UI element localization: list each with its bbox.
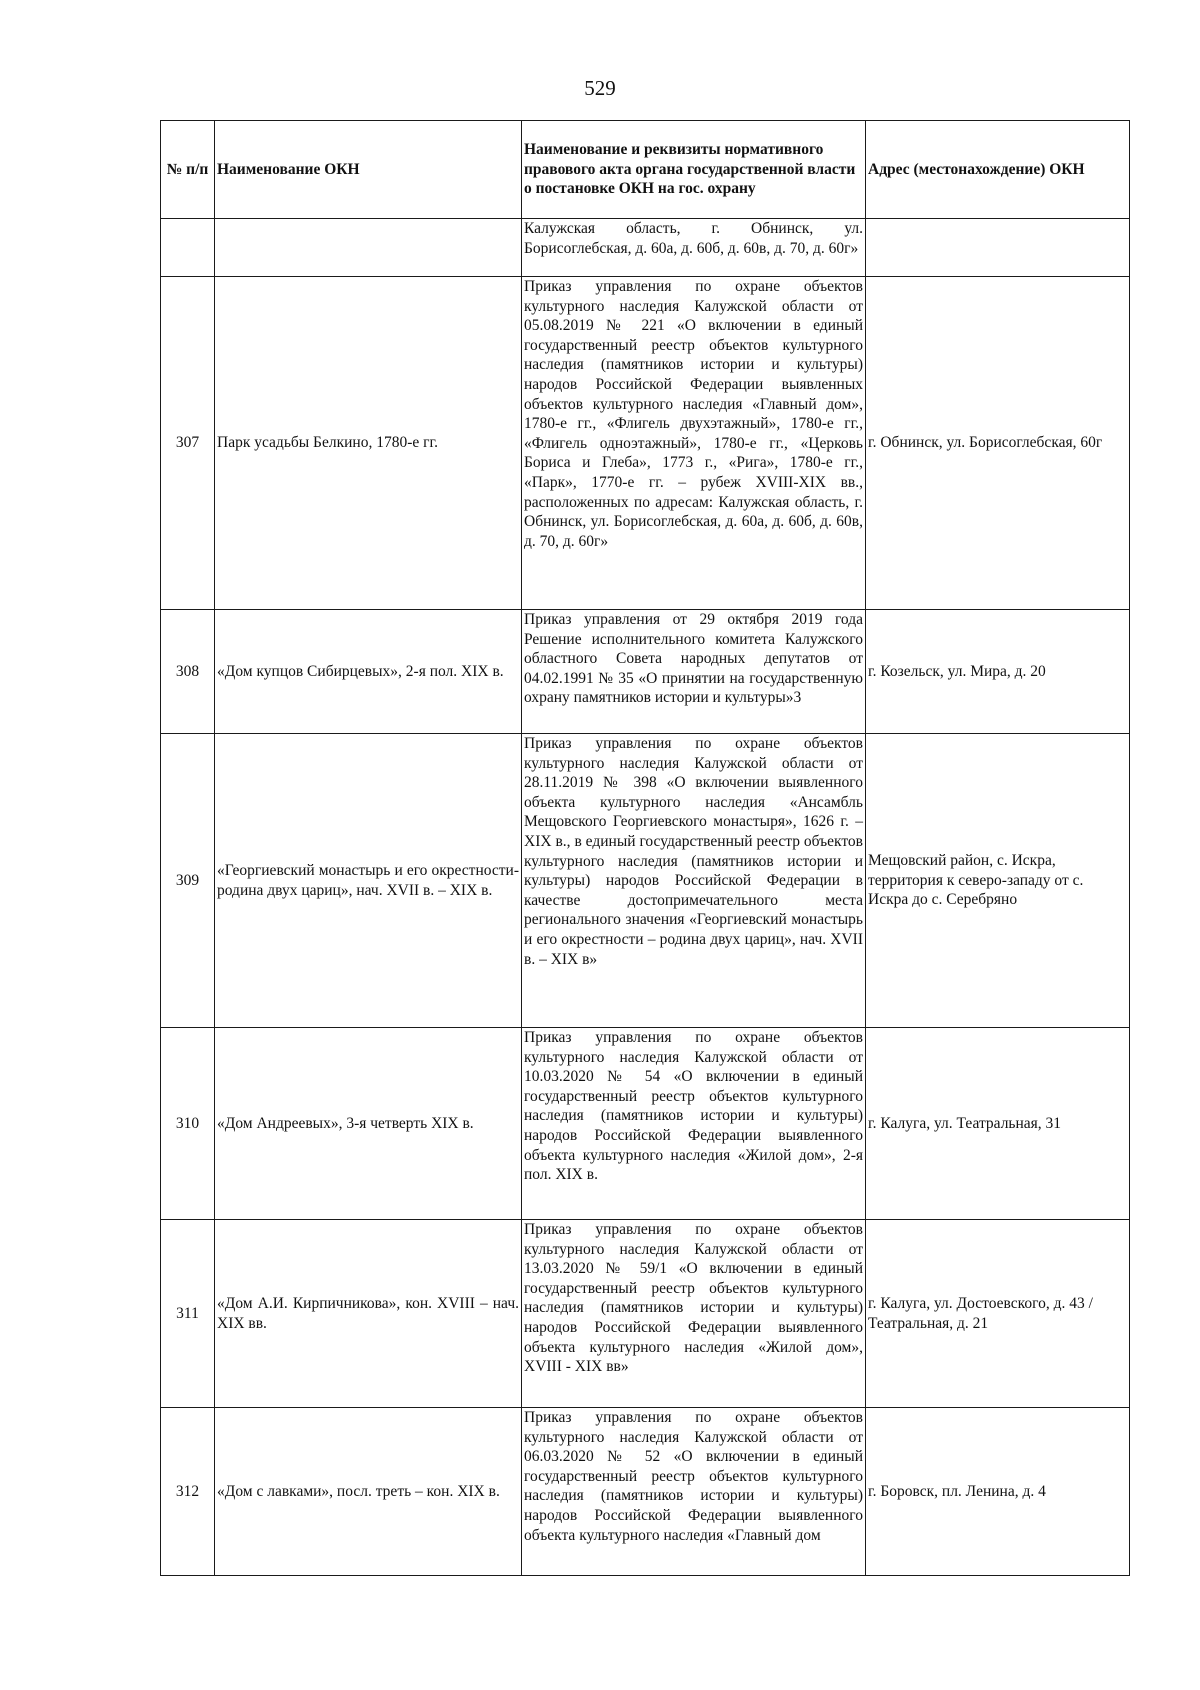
row-name: «Дом А.И. Кирпичникова», кон. XVIII – нач. XIX вв.: [215, 1220, 522, 1408]
row-num: 312: [161, 1408, 215, 1576]
row-name: [215, 219, 522, 277]
row-address: г. Обнинск, ул. Борисоглебская, 60г: [866, 277, 1130, 610]
header-act: Наименование и реквизиты нормативного правового акта органа государственной власти о постановке ОКН на гос. охрану: [522, 121, 866, 219]
page-number: 529: [584, 76, 616, 100]
header-num: № п/п: [161, 121, 215, 219]
table-row: [161, 277, 1130, 610]
row-act: Приказ управления по охране объектов культурного наследия Калужской области от 10.03.2020 № 54 «О включении в единый государственный реестр объектов культурного наследия (памятников истории и культуры) народов Российской Федерации выявленного объекта культурного наследия «Жилой дом», 2-я пол. XIX в.: [522, 1028, 866, 1220]
row-num: 307: [161, 277, 215, 610]
row-act: Приказ управления по охране объектов культурного наследия Калужской области от 28.11.2019 № 398 «О включении выявленного объекта культурного наследия «Ансамбль Мещовского Георгиевского монастыря», 1626 г. – XIX в., в единый государственный реестр объектов культурного наследия (памятников истории и культуры) народов Российской Федерации в качестве достопримечательного места регионального значения «Георгиевский монастырь и его окрестности – родина двух цариц», нач. XVII в. – XIX в»: [522, 734, 866, 1028]
table-row: [161, 1408, 1130, 1576]
row-num: 308: [161, 610, 215, 734]
row-address: г. Калуга, ул. Достоевского, д. 43 / Театральная, д. 21: [866, 1220, 1130, 1408]
table-header-row: [161, 121, 1130, 219]
row-address: г. Калуга, ул. Театральная, 31: [866, 1028, 1130, 1220]
okn-registry-table: [160, 120, 1130, 1576]
row-num: [161, 219, 215, 277]
row-act: Приказ управления по охране объектов культурного наследия Калужской области от 06.03.2020 № 52 «О включении в единый государственный реестр объектов культурного наследия (памятников истории и культуры) народов Российской Федерации выявленного объекта культурного наследия «Главный дом: [522, 1408, 866, 1576]
header-name: Наименование ОКН: [215, 121, 522, 219]
header-address: Адрес (местонахождение) ОКН: [866, 121, 1130, 219]
row-act: Приказ управления по охране объектов культурного наследия Калужской области от 13.03.2020 № 59/1 «О включении в единый государственный реестр объектов культурного наследия (памятников истории и культуры) народов Российской Федерации выявленного объекта культурного наследия «Жилой дом», XVIII - XIX вв»: [522, 1220, 866, 1408]
row-name: «Дом купцов Сибирцевых», 2-я пол. XIX в.: [215, 610, 522, 734]
table-row: [161, 219, 1130, 277]
row-num: 310: [161, 1028, 215, 1220]
row-name: «Георгиевский монастырь и его окрестности-родина двух цариц», нач. XVII в. – XIX в.: [215, 734, 522, 1028]
table-row: [161, 610, 1130, 734]
row-name: «Дом с лавками», посл. треть – кон. XIX в.: [215, 1408, 522, 1576]
row-address: Мещовский район, с. Искра, территория к северо-западу от с. Искра до с. Серебряно: [866, 734, 1130, 1028]
row-act: Приказ управления по охране объектов культурного наследия Калужской области от 05.08.2019 № 221 «О включении в единый государственный реестр объектов культурного наследия (памятников истории и культуры) народов Российской Федерации выявленных объектов культурного наследия «Главный дом», 1780-е гг., «Флигель двухэтажный», 1780-е гг., «Флигель одноэтажный», 1780-е гг., «Церковь Бориса и Глеба», 1773 г., «Рига», 1780-е гг., «Парк», 1770-е гг. – рубеж XVIII-XIX вв., расположенных по адресам: Калужская область, г. Обнинск, ул. Борисоглебская, д. 60а, д. 60б, д. 60в, д. 70, д. 60г»: [522, 277, 866, 610]
row-name: Парк усадьбы Белкино, 1780-е гг.: [215, 277, 522, 610]
table-row: [161, 1220, 1130, 1408]
row-address: г. Козельск, ул. Мира, д. 20: [866, 610, 1130, 734]
table-row: [161, 1028, 1130, 1220]
row-name: «Дом Андреевых», 3-я четверть XIX в.: [215, 1028, 522, 1220]
row-act: Калужская область, г. Обнинск, ул. Борисоглебская, д. 60а, д. 60б, д. 60в, д. 70, д. 60г»: [522, 219, 866, 277]
row-address: г. Боровск, пл. Ленина, д. 4: [866, 1408, 1130, 1576]
row-address: [866, 219, 1130, 277]
row-num: 309: [161, 734, 215, 1028]
table-row: [161, 734, 1130, 1028]
row-num: 311: [161, 1220, 215, 1408]
row-act: Приказ управления от 29 октября 2019 года Решение исполнительного комитета Калужского областного Совета народных депутатов от 04.02.1991 № 35 «О принятии на государственную охрану памятников истории и культуры»3: [522, 610, 866, 734]
